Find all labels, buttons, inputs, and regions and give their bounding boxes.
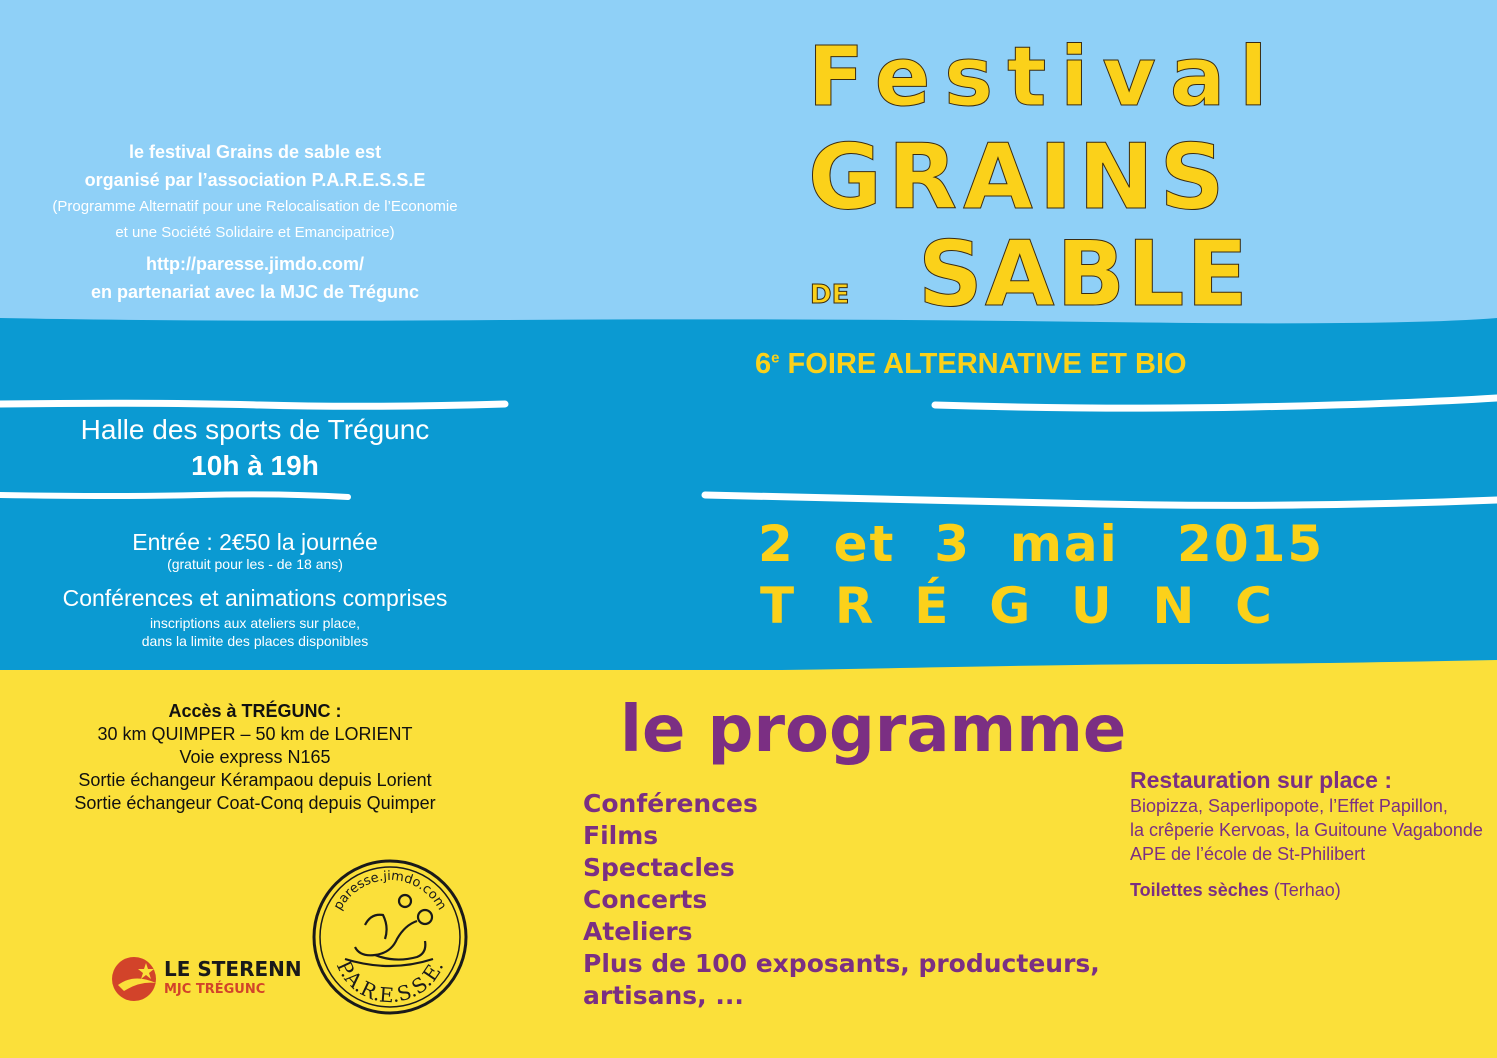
wave-line-left-bottom <box>0 494 348 497</box>
food-block <box>1130 766 1497 902</box>
program-item: Concerts <box>583 885 708 914</box>
food-line-3: APE de l’école de St-Philibert <box>1130 844 1366 864</box>
entry-included: Conférences et animations comprises <box>62 585 448 611</box>
subtitle-number: 6 <box>755 348 772 380</box>
program-item: artisans, ... <box>583 981 744 1010</box>
entry-price: Entrée : 2€50 la journée <box>132 529 378 555</box>
paresse-bottom-text: P.A.R.E.S.S.E. <box>331 956 449 1008</box>
title-sable: SABLE <box>918 222 1250 327</box>
venue-place: Halle des sports de Trégunc <box>80 414 430 445</box>
entry-note-2: dans la limite des places disponibles <box>141 633 369 649</box>
subtitle-foire <box>755 348 1187 381</box>
access-line: 30 km QUIMPER – 50 km de LORIENT <box>97 724 413 744</box>
paresse-seal-logo <box>305 855 475 1020</box>
entry-price-note: (gratuit pour les - de 18 ans) <box>167 556 343 572</box>
wave-line-right-bottom <box>705 495 1497 505</box>
toilets-label: Toilettes sèches <box>1130 880 1269 900</box>
organizer-partner: en partenariat avec la MJC de Trégunc <box>90 282 420 302</box>
dates-line-2: T R É G U N C <box>760 577 1274 635</box>
food-heading: Restauration sur place <box>1130 767 1378 793</box>
wave-line-left-top <box>0 403 505 406</box>
organizer-block <box>0 138 510 306</box>
paresse-arc-text: paresse.jimdo.com <box>330 868 450 913</box>
access-heading: Accès à TRÉGUNC : <box>168 701 342 721</box>
toilets-row <box>1130 878 1497 902</box>
reclining-figure-icon <box>345 895 433 966</box>
title-de: DE <box>810 280 850 310</box>
subtitle-text: FOIRE ALTERNATIVE ET BIO <box>779 348 1187 380</box>
program-item: Spectacles <box>583 853 735 882</box>
entry-block <box>0 528 510 650</box>
dates-line-1: 2 et 3 mai 2015 <box>758 515 1325 573</box>
access-line: Sortie échangeur Kérampaou depuis Lorient <box>78 770 432 790</box>
program-item: Plus de 100 exposants, producteurs, <box>583 949 1100 978</box>
food-heading-row <box>1130 766 1497 794</box>
access-block <box>0 700 510 815</box>
entry-note-1: inscriptions aux ateliers sur place, <box>149 615 361 631</box>
food-line-2: la crêperie Kervoas, la Guitoune Vagabonde <box>1130 820 1483 840</box>
food-line-1: Biopizza, Saperlipopote, l’Effet Papillon, <box>1130 796 1448 816</box>
food-colon: : <box>1377 767 1393 793</box>
access-line: Voie express N165 <box>179 747 331 767</box>
sterenn-sub: MJC TRÉGUNC <box>164 982 266 997</box>
venue-hours: 10h à 19h <box>191 450 319 481</box>
program-heading: le programme <box>620 693 1127 767</box>
subtitle-sup: e <box>771 349 780 367</box>
organizer-line-4: et une Société Solidaire et Emancipatrice) <box>115 224 395 241</box>
sterenn-name: LE STERENN <box>164 957 302 981</box>
access-line: Sortie échangeur Coat-Conq depuis Quimper <box>74 793 436 813</box>
organizer-url[interactable]: http://paresse.jimdo.com/ <box>145 254 365 274</box>
program-list <box>583 788 1103 1012</box>
program-item: Ateliers <box>583 917 693 946</box>
toilets-note: (Terhao) <box>1268 880 1341 900</box>
wave-line-right-top <box>935 398 1497 408</box>
sterenn-star-icon <box>110 955 162 1003</box>
organizer-line-3: (Programme Alternatif pour une Relocalisation de l’Economie <box>52 198 458 215</box>
sterenn-logo <box>110 955 302 1005</box>
organizer-line-2: organisé par l’association P.A.R.E.S.S.E <box>84 170 426 190</box>
title-grains: GRAINS <box>808 125 1231 230</box>
venue-block <box>0 412 510 484</box>
program-item: Conférences <box>583 789 758 818</box>
organizer-line-1: le festival Grains de sable est <box>128 142 382 162</box>
title-festival: Festival <box>808 30 1282 125</box>
program-item: Films <box>583 821 659 850</box>
